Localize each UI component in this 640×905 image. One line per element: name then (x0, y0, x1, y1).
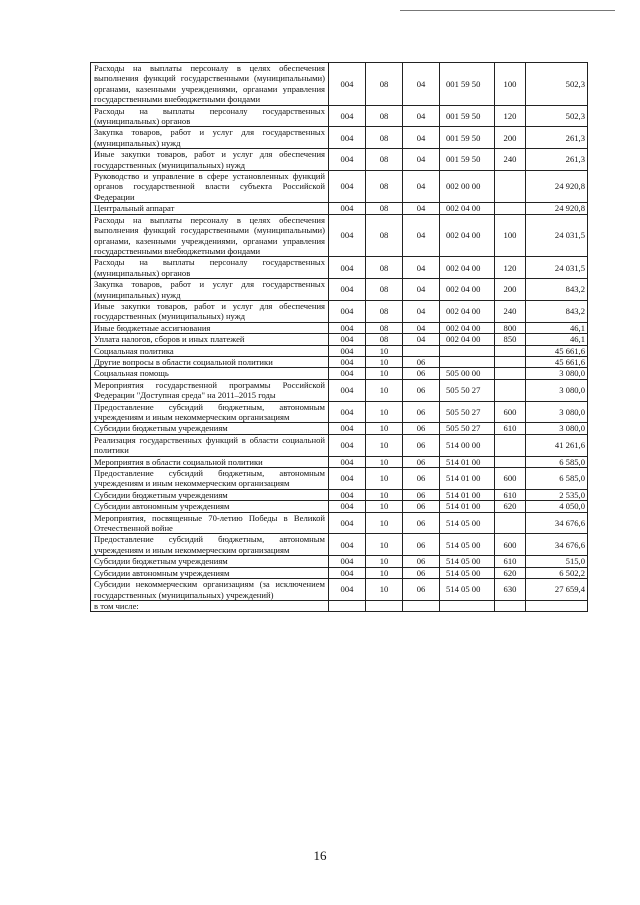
row-name: Субсидии бюджетным учреждениям (91, 423, 329, 434)
row-vr: 100 (495, 63, 526, 106)
row-vr: 200 (495, 127, 526, 149)
row-sum: 34 676,6 (526, 534, 588, 556)
row-sum: 45 661,6 (526, 345, 588, 356)
row-name: Субсидии некоммерческим организациям (за исключением государственных (муниципальных) учреждений) (91, 579, 329, 601)
row-sum: 27 659,4 (526, 579, 588, 601)
row-name: Предоставление субсидий бюджетным, автономным учреждениям и иным некоммерческим организациям (91, 534, 329, 556)
row-vr: 620 (495, 567, 526, 578)
row-razdel: 10 (366, 567, 403, 578)
table-row (91, 379, 588, 401)
row-name: Руководство и управление в сфере установленных функций органов государственной власти субъекта Российской Федерации (91, 171, 329, 203)
row-grbs: 004 (329, 423, 366, 434)
row-razdel: 10 (366, 512, 403, 534)
row-grbs: 004 (329, 171, 366, 203)
row-csr: 002 04 00 (440, 279, 495, 301)
row-podrazdel: 04 (403, 214, 440, 257)
row-name: Другие вопросы в области социальной политики (91, 356, 329, 367)
row-csr: 514 05 00 (440, 512, 495, 534)
row-sum: 46,1 (526, 322, 588, 333)
row-name: Расходы на выплаты персоналу государственных (муниципальных) органов (91, 257, 329, 279)
row-grbs: 004 (329, 300, 366, 322)
row-grbs: 004 (329, 434, 366, 456)
row-sum: 502,3 (526, 63, 588, 106)
table-row (91, 279, 588, 301)
row-vr (495, 171, 526, 203)
row-csr: 001 59 50 (440, 127, 495, 149)
row-vr: 610 (495, 556, 526, 567)
row-podrazdel: 06 (403, 579, 440, 601)
row-podrazdel: 06 (403, 401, 440, 423)
table-row (91, 345, 588, 356)
row-grbs: 004 (329, 257, 366, 279)
row-sum: 2 535,0 (526, 489, 588, 500)
row-razdel: 08 (366, 149, 403, 171)
row-name: Предоставление субсидий бюджетным, автономным учреждениям и иным некоммерческим организациям (91, 468, 329, 490)
row-grbs: 004 (329, 368, 366, 379)
row-csr (440, 345, 495, 356)
table-row (91, 356, 588, 367)
row-podrazdel: 06 (403, 534, 440, 556)
row-csr: 001 59 50 (440, 105, 495, 127)
row-sum: 24 031,5 (526, 257, 588, 279)
row-razdel: 08 (366, 214, 403, 257)
row-razdel: 10 (366, 368, 403, 379)
row-grbs: 004 (329, 579, 366, 601)
row-podrazdel: 06 (403, 456, 440, 467)
row-razdel: 08 (366, 171, 403, 203)
row-name: Мероприятия в области социальной политики (91, 456, 329, 467)
row-vr (495, 434, 526, 456)
row-sum: 24 920,8 (526, 203, 588, 214)
row-vr: 600 (495, 401, 526, 423)
row-name: Иные закупки товаров, работ и услуг для обеспечения государственных (муниципальных) нужд (91, 300, 329, 322)
row-grbs: 004 (329, 356, 366, 367)
row-grbs: 004 (329, 203, 366, 214)
document-page (90, 62, 587, 612)
row-vr: 800 (495, 322, 526, 333)
row-csr: 514 01 00 (440, 501, 495, 512)
row-podrazdel: 04 (403, 322, 440, 333)
row-razdel: 10 (366, 356, 403, 367)
row-grbs: 004 (329, 512, 366, 534)
row-name: Субсидии бюджетным учреждениям (91, 556, 329, 567)
row-csr: 514 01 00 (440, 489, 495, 500)
row-sum: 261,3 (526, 149, 588, 171)
row-sum: 3 080,0 (526, 368, 588, 379)
row-podrazdel: 06 (403, 423, 440, 434)
row-podrazdel: 04 (403, 171, 440, 203)
table-row (91, 434, 588, 456)
row-grbs: 004 (329, 501, 366, 512)
row-name: Мероприятия, посвященные 70-летию Победы в Великой Отечественной войне (91, 512, 329, 534)
row-podrazdel: 04 (403, 105, 440, 127)
row-name: Центральный аппарат (91, 203, 329, 214)
row-grbs: 004 (329, 456, 366, 467)
row-csr: 505 00 00 (440, 368, 495, 379)
row-sum: 3 080,0 (526, 401, 588, 423)
row-vr: 200 (495, 279, 526, 301)
row-razdel: 10 (366, 534, 403, 556)
row-sum: 261,3 (526, 127, 588, 149)
row-grbs: 004 (329, 489, 366, 500)
row-podrazdel: 04 (403, 149, 440, 171)
row-razdel: 10 (366, 401, 403, 423)
row-razdel: 08 (366, 105, 403, 127)
row-vr (495, 512, 526, 534)
table-row (91, 322, 588, 333)
row-sum (526, 600, 588, 611)
table-row (91, 579, 588, 601)
row-csr: 514 00 00 (440, 434, 495, 456)
row-csr: 505 50 27 (440, 379, 495, 401)
budget-table (90, 62, 588, 612)
row-podrazdel: 04 (403, 300, 440, 322)
table-row (91, 300, 588, 322)
row-grbs: 004 (329, 556, 366, 567)
page-number: 16 (313, 848, 327, 863)
row-podrazdel: 04 (403, 127, 440, 149)
row-grbs: 004 (329, 105, 366, 127)
row-podrazdel: 04 (403, 63, 440, 106)
row-vr: 240 (495, 300, 526, 322)
row-name: Уплата налогов, сборов и иных платежей (91, 334, 329, 345)
row-vr: 120 (495, 257, 526, 279)
row-grbs: 004 (329, 345, 366, 356)
row-sum: 843,2 (526, 279, 588, 301)
row-vr: 100 (495, 214, 526, 257)
row-vr: 620 (495, 501, 526, 512)
row-name: Расходы на выплаты персоналу в целях обеспечения выполнения функций государственными (муниципальными) органами, казенными учреждениями, органами управления государственными внебюджетными фондами (91, 63, 329, 106)
table-row (91, 468, 588, 490)
row-sum: 502,3 (526, 105, 588, 127)
row-podrazdel: 06 (403, 434, 440, 456)
row-razdel: 08 (366, 334, 403, 345)
row-name: Реализация государственных функций в области социальной политики (91, 434, 329, 456)
row-podrazdel (403, 600, 440, 611)
row-csr: 002 04 00 (440, 214, 495, 257)
row-podrazdel: 06 (403, 379, 440, 401)
row-razdel: 10 (366, 489, 403, 500)
table-row (91, 63, 588, 106)
row-vr: 120 (495, 105, 526, 127)
row-grbs: 004 (329, 322, 366, 333)
row-csr: 514 05 00 (440, 567, 495, 578)
row-sum: 6 502,2 (526, 567, 588, 578)
row-grbs: 004 (329, 214, 366, 257)
row-razdel: 08 (366, 257, 403, 279)
row-vr (495, 600, 526, 611)
row-vr: 850 (495, 334, 526, 345)
row-podrazdel: 04 (403, 203, 440, 214)
table-row (91, 127, 588, 149)
table-row (91, 214, 588, 257)
table-row (91, 257, 588, 279)
row-vr: 610 (495, 489, 526, 500)
row-podrazdel (403, 345, 440, 356)
row-grbs: 004 (329, 468, 366, 490)
row-name: Предоставление субсидий бюджетным, автономным учреждениям и иным некоммерческим организациям (91, 401, 329, 423)
row-grbs: 004 (329, 149, 366, 171)
row-podrazdel: 06 (403, 556, 440, 567)
row-podrazdel: 06 (403, 512, 440, 534)
row-razdel: 08 (366, 300, 403, 322)
row-razdel: 10 (366, 434, 403, 456)
row-podrazdel: 04 (403, 334, 440, 345)
row-sum: 24 031,5 (526, 214, 588, 257)
row-razdel: 10 (366, 379, 403, 401)
row-csr (440, 600, 495, 611)
row-grbs: 004 (329, 379, 366, 401)
row-podrazdel: 06 (403, 368, 440, 379)
table-row (91, 556, 588, 567)
row-name: Иные бюджетные ассигнования (91, 322, 329, 333)
row-name: в том числе: (91, 600, 329, 611)
row-name: Социальная политика (91, 345, 329, 356)
row-vr: 630 (495, 579, 526, 601)
row-sum: 24 920,8 (526, 171, 588, 203)
row-razdel: 08 (366, 279, 403, 301)
row-razdel: 10 (366, 423, 403, 434)
row-vr: 600 (495, 468, 526, 490)
row-csr: 514 05 00 (440, 579, 495, 601)
row-razdel: 10 (366, 556, 403, 567)
row-grbs: 004 (329, 534, 366, 556)
row-csr: 505 50 27 (440, 423, 495, 434)
row-podrazdel: 06 (403, 567, 440, 578)
row-csr: 002 04 00 (440, 203, 495, 214)
row-razdel: 08 (366, 203, 403, 214)
row-vr (495, 356, 526, 367)
row-csr: 002 00 00 (440, 171, 495, 203)
row-csr: 514 01 00 (440, 456, 495, 467)
row-name: Мероприятия государственной программы Российской Федерации "Доступная среда" на 2011–2015 годы (91, 379, 329, 401)
row-podrazdel: 06 (403, 489, 440, 500)
row-csr: 002 04 00 (440, 322, 495, 333)
row-csr: 505 50 27 (440, 401, 495, 423)
row-grbs: 004 (329, 401, 366, 423)
table-row (91, 149, 588, 171)
row-razdel: 10 (366, 456, 403, 467)
table-row (91, 203, 588, 214)
row-name: Закупка товаров, работ и услуг для государственных (муниципальных) нужд (91, 279, 329, 301)
row-vr: 610 (495, 423, 526, 434)
row-razdel: 10 (366, 501, 403, 512)
row-grbs: 004 (329, 279, 366, 301)
row-razdel: 08 (366, 322, 403, 333)
table-row (91, 489, 588, 500)
table-row (91, 600, 588, 611)
row-vr: 240 (495, 149, 526, 171)
row-vr (495, 456, 526, 467)
budget-table-body (91, 63, 588, 612)
row-name: Субсидии автономным учреждениям (91, 501, 329, 512)
row-name: Закупка товаров, работ и услуг для государственных (муниципальных) нужд (91, 127, 329, 149)
table-row (91, 501, 588, 512)
row-name: Расходы на выплаты персоналу в целях обеспечения выполнения функций государственными (муниципальными) органами, казенными учреждениями, органами управления государственными внебюджетными фондами (91, 214, 329, 257)
table-row (91, 171, 588, 203)
row-vr (495, 368, 526, 379)
row-csr (440, 356, 495, 367)
row-sum: 3 080,0 (526, 379, 588, 401)
row-csr: 514 05 00 (440, 556, 495, 567)
table-row (91, 456, 588, 467)
row-name: Иные закупки товаров, работ и услуг для обеспечения государственных (муниципальных) нужд (91, 149, 329, 171)
row-sum: 3 080,0 (526, 423, 588, 434)
row-grbs: 004 (329, 127, 366, 149)
row-csr: 514 05 00 (440, 534, 495, 556)
row-sum: 34 676,6 (526, 512, 588, 534)
header-rule (400, 10, 615, 11)
row-vr: 600 (495, 534, 526, 556)
row-razdel: 10 (366, 345, 403, 356)
row-csr: 001 59 50 (440, 63, 495, 106)
row-name: Субсидии автономным учреждениям (91, 567, 329, 578)
row-csr: 514 01 00 (440, 468, 495, 490)
row-razdel: 08 (366, 127, 403, 149)
row-razdel: 10 (366, 579, 403, 601)
row-podrazdel: 04 (403, 257, 440, 279)
row-razdel (366, 600, 403, 611)
row-sum: 843,2 (526, 300, 588, 322)
row-sum: 6 585,0 (526, 468, 588, 490)
row-sum: 45 661,6 (526, 356, 588, 367)
row-podrazdel: 04 (403, 279, 440, 301)
table-row (91, 334, 588, 345)
row-csr: 002 04 00 (440, 257, 495, 279)
row-vr (495, 379, 526, 401)
row-grbs: 004 (329, 63, 366, 106)
row-podrazdel: 06 (403, 356, 440, 367)
row-vr (495, 203, 526, 214)
row-podrazdel: 06 (403, 501, 440, 512)
row-grbs (329, 600, 366, 611)
row-name: Субсидии бюджетным учреждениям (91, 489, 329, 500)
table-row (91, 534, 588, 556)
row-name: Расходы на выплаты персоналу государственных (муниципальных) органов (91, 105, 329, 127)
row-csr: 001 59 50 (440, 149, 495, 171)
row-vr (495, 345, 526, 356)
table-row (91, 368, 588, 379)
row-grbs: 004 (329, 567, 366, 578)
row-sum: 515,0 (526, 556, 588, 567)
row-sum: 46,1 (526, 334, 588, 345)
row-sum: 4 050,0 (526, 501, 588, 512)
table-row (91, 401, 588, 423)
row-razdel: 08 (366, 63, 403, 106)
row-grbs: 004 (329, 334, 366, 345)
table-row (91, 423, 588, 434)
row-csr: 002 04 00 (440, 300, 495, 322)
row-podrazdel: 06 (403, 468, 440, 490)
row-sum: 6 585,0 (526, 456, 588, 467)
table-row (91, 567, 588, 578)
table-row (91, 105, 588, 127)
row-csr: 002 04 00 (440, 334, 495, 345)
row-name: Социальная помощь (91, 368, 329, 379)
table-row (91, 512, 588, 534)
row-sum: 41 261,6 (526, 434, 588, 456)
row-razdel: 10 (366, 468, 403, 490)
